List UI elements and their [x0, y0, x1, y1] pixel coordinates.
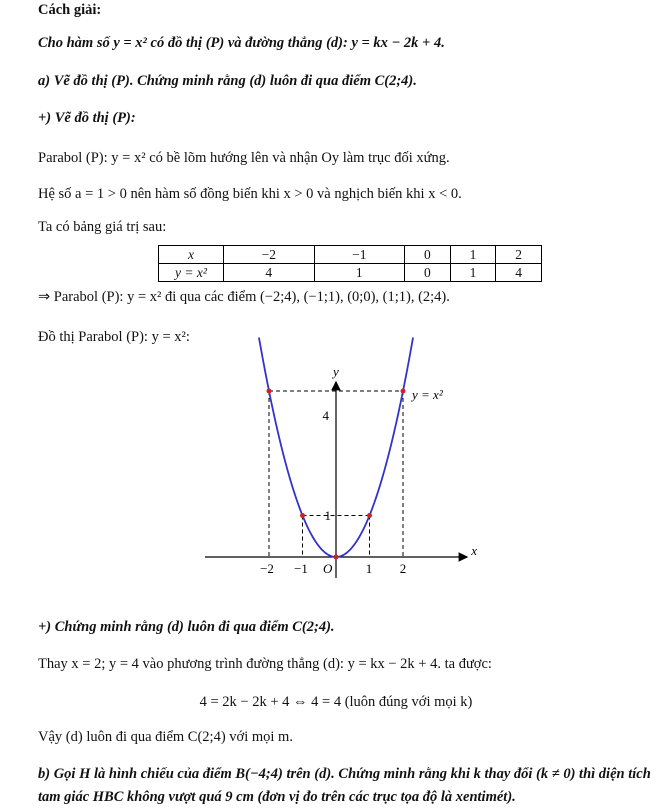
- y-axis-label: y: [333, 364, 339, 379]
- part-b-title-line2: tam giác HBC không vượt quá 9 cm (đơn vị đo trên các trục tọa độ là xentimét).: [38, 789, 516, 805]
- table-cell: 4: [496, 264, 542, 282]
- table-cell: 2: [496, 246, 542, 264]
- x-tick-label: −2: [260, 561, 274, 576]
- subheading-prove: +) Chứng minh rằng (d) luôn đi qua điểm C(2;4).: [38, 619, 335, 635]
- subheading-draw-graph: +) Vẽ đồ thị (P):: [38, 110, 136, 126]
- table-row-x: [159, 246, 542, 264]
- graph-point: [401, 389, 406, 394]
- y-tick-label: 4: [322, 408, 329, 423]
- table-intro: Ta có bảng giá trị sau:: [38, 219, 167, 235]
- graph-point: [334, 555, 339, 560]
- parabola-description: Parabol (P): y = x² có bề lõm hướng lên và nhận Oy làm trục đối xứng.: [38, 150, 450, 166]
- equation: 4 = 2k − 2k + 4 ⇔ 4 = 4 (luôn đúng với mọi k): [199, 694, 473, 710]
- curve-label: y = x²: [412, 387, 443, 402]
- monotonicity-description: Hệ số a = 1 > 0 nên hàm số đồng biến khi x > 0 và nghịch biến khi x < 0.: [38, 186, 462, 202]
- parabola-graph: [205, 362, 475, 580]
- table-cell: 1: [314, 264, 405, 282]
- x-tick-label: −1: [294, 561, 308, 576]
- value-table: [158, 245, 542, 282]
- graph-point: [300, 513, 305, 518]
- x-tick-label: 2: [399, 561, 407, 576]
- table-cell: 4: [224, 264, 315, 282]
- conclusion-text: Vậy (d) luôn đi qua điểm C(2;4) với mọi m.: [38, 729, 293, 745]
- table-cell: 1: [450, 264, 496, 282]
- part-b-title-line1: b) Gọi H là hình chiếu của điểm B(−4;4) trên (d). Chứng minh rằng khi k thay đổi (k ≠ 0) thì diện tích: [38, 766, 651, 782]
- graph-point: [267, 389, 272, 394]
- solution-heading: Cách giải:: [38, 2, 102, 18]
- problem-statement: Cho hàm số y = x² có đồ thị (P) và đường thẳng (d): y = kx − 2k + 4.: [38, 35, 445, 51]
- origin-label: O: [323, 561, 333, 576]
- table-header-y: y = x²: [159, 264, 224, 282]
- points-conclusion: ⇒ Parabol (P): y = x² đi qua các điểm (−2;4), (−1;1), (0;0), (1;1), (2;4).: [38, 289, 450, 305]
- x-tick-label: 1: [365, 561, 373, 576]
- part-a-title: a) Vẽ đồ thị (P). Chứng minh rằng (d) luôn đi qua điểm C(2;4).: [38, 73, 417, 89]
- table-cell: 0: [405, 264, 451, 282]
- table-cell: −1: [314, 246, 405, 264]
- graph-point: [367, 513, 372, 518]
- table-cell: 0: [405, 246, 451, 264]
- graph-intro: Đồ thị Parabol (P): y = x²:: [38, 329, 190, 345]
- substitution-text: Thay x = 2; y = 4 vào phương trình đường thẳng (d): y = kx − 2k + 4. ta được:: [38, 656, 492, 672]
- table-header-x: x: [159, 246, 224, 264]
- y-tick-label: 1: [324, 508, 331, 523]
- x-axis-label: x: [471, 543, 477, 558]
- table-cell: 1: [450, 246, 496, 264]
- table-row-y: [159, 264, 542, 282]
- table-cell: −2: [224, 246, 315, 264]
